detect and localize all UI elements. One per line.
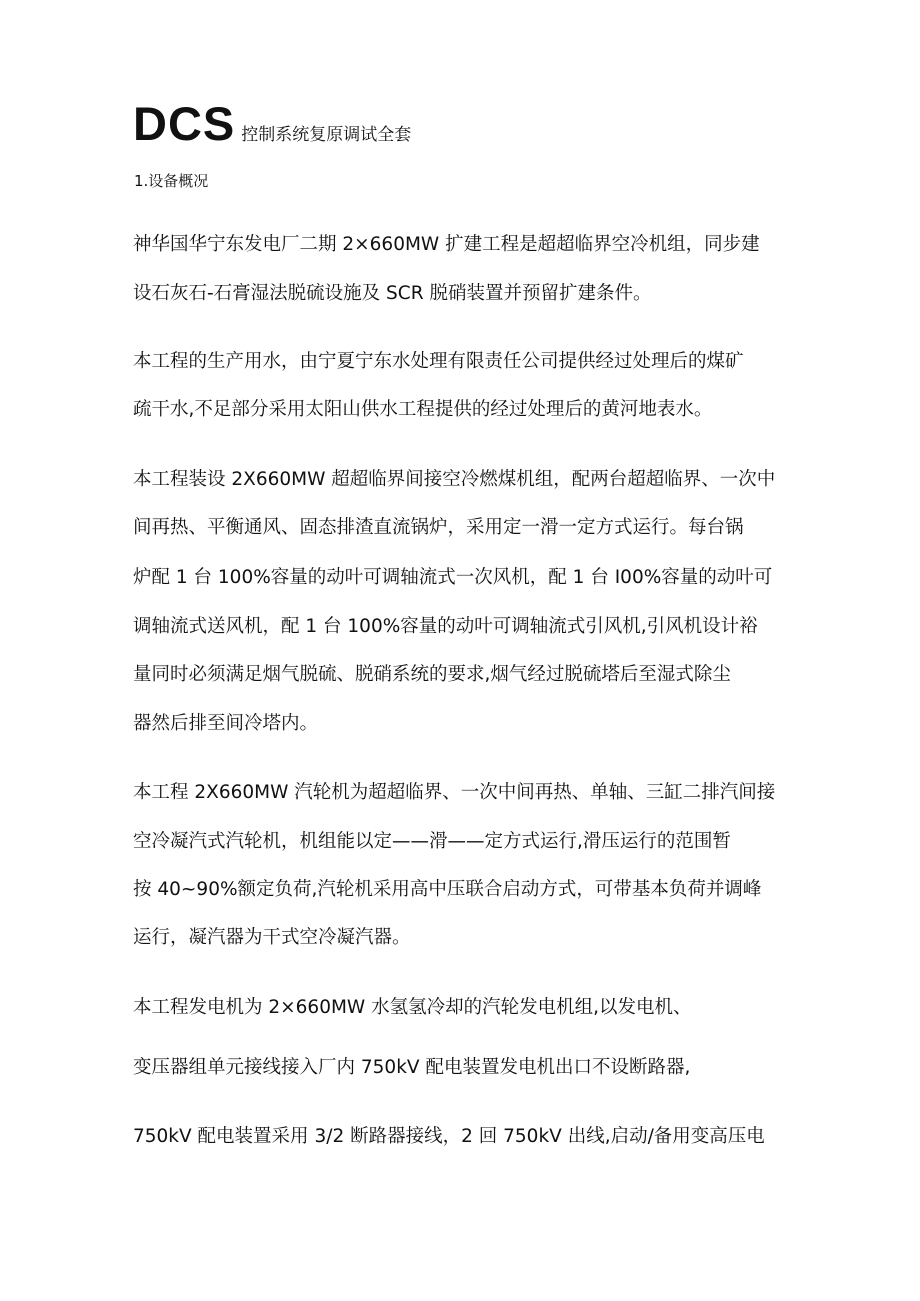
title-sub: 控制系统复原调试全套 [241, 125, 412, 145]
text-line: 本工程发电机为 2×660MW 水氢氢冷却的汽轮发电机组,以发电机、 [133, 997, 692, 1018]
text-line: 炉配 1 台 100%容量的动叶可调轴流式一次风机，配 1 台 I00%容量的动叶可 [133, 567, 773, 588]
text-line: 750kV 配电装置采用 3/2 断路器接线，2 回 750kV 出线,启动/备用变高压电 [133, 1126, 765, 1147]
text-line: 变压器组单元接线接入厂内 750kV 配电装置发电机出口不设断路器, [133, 1057, 691, 1078]
title-main: DCS [133, 97, 236, 150]
text-line: 空冷凝汽式汽轮机，机组能以定——滑——定方式运行,滑压运行的范围暂 [133, 831, 731, 852]
text-line: 调轴流式送风机，配 1 台 100%容量的动叶可调轴流式引风机,引风机设计裕 [133, 616, 758, 637]
document-title [133, 96, 411, 151]
section-heading: 1.设备概况 [134, 172, 209, 190]
text-line: 本工程的生产用水，由宁夏宁东水处理有限责任公司提供经过处理后的煤矿 [133, 351, 744, 372]
text-line: 按 40~90%额定负荷,汽轮机采用高中压联合启动方式，可带基本负荷并调峰 [133, 879, 762, 900]
text-line: 量同时必须满足烟气脱硫、脱硝系统的要求,烟气经过脱硫塔后至湿式除尘 [133, 664, 731, 685]
text-line: 本工程装设 2X660MW 超超临界间接空冷燃煤机组，配两台超超临界、一次中 [133, 469, 776, 490]
text-line: 器然后排至间冷塔内。 [133, 713, 319, 734]
text-line: 间再热、平衡通风、固态排渣直流锅炉，采用定一滑一定方式运行。每台锅 [133, 517, 744, 538]
text-line: 本工程 2X660MW 汽轮机为超超临界、一次中间再热、单轴、三缸二排汽间接 [133, 782, 776, 803]
text-line: 疏干水,不足部分采用太阳山供水工程提供的经过处理后的黄河地表水。 [133, 399, 713, 420]
text-line: 神华国华宁东发电厂二期 2×660MW 扩建工程是超超临界空冷机组，同步建 [133, 234, 760, 255]
text-line: 设石灰石-石膏湿法脱硫设施及 SCR 脱硝装置并预留扩建条件。 [133, 283, 652, 304]
text-line: 运行，凝汽器为干式空冷凝汽器。 [133, 927, 411, 948]
